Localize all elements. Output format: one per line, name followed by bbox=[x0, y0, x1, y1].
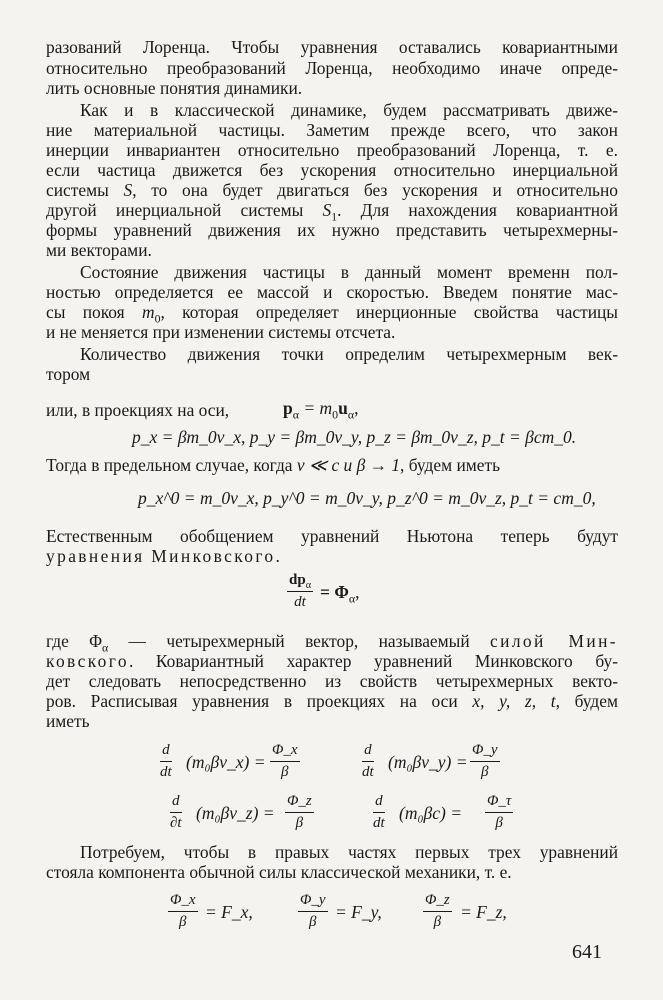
fraction bbox=[470, 742, 500, 781]
equation-part: (m₀βv_z) = bbox=[196, 803, 275, 823]
text-line: стояла компонента обычной силы классической механики, т. е. bbox=[46, 862, 512, 882]
text-fragment: сы покоя bbox=[46, 302, 142, 322]
text-line: или, в проекциях на оси, bbox=[46, 400, 230, 420]
text-fragment: другой инерциальной системы bbox=[46, 200, 323, 220]
fraction-denominator: β bbox=[281, 764, 289, 780]
text-line: лить основные понятия динамики. bbox=[46, 78, 303, 98]
fraction-denominator: ∂t bbox=[170, 815, 182, 831]
fraction bbox=[298, 892, 328, 931]
fraction bbox=[168, 892, 198, 931]
limit-condition: v ≪ c и β → 1 bbox=[296, 455, 401, 475]
text-fragment: , будем иметь bbox=[400, 455, 501, 475]
equation-projections: p_x = βm_0v_x, p_y = βm_0v_y, p_z = βm_0v_z, p_t = βcm_0. bbox=[132, 427, 577, 447]
eq-symbol: p bbox=[283, 398, 293, 418]
fraction bbox=[287, 572, 313, 611]
equation-part: (m₀βc) = bbox=[399, 803, 463, 823]
equation-part: (m₀βv_x) = bbox=[186, 752, 266, 772]
fraction-denominator: β bbox=[433, 914, 442, 930]
text-line bbox=[46, 651, 618, 671]
fraction-denominator: β bbox=[495, 815, 503, 831]
equation-limit: p_x^0 = m_0v_x, p_y^0 = m_0v_y, p_z^0 = m_0v_z, p_t = cm_0, bbox=[138, 488, 596, 508]
text-line: иметь bbox=[46, 711, 90, 731]
symbol-subscript: 1 bbox=[331, 209, 338, 224]
text-line bbox=[46, 200, 618, 224]
fraction-denominator: dt bbox=[362, 764, 374, 780]
text-fragment: , то она будет двигаться без ускорения и относительно bbox=[132, 180, 618, 200]
fraction-numerator: Φ_z bbox=[423, 892, 452, 912]
eq-symbol: , bbox=[354, 398, 359, 418]
fraction-numerator: Φ_τ bbox=[485, 793, 513, 813]
text-fragment: , будем bbox=[555, 691, 618, 711]
eq-symbol: = Φ bbox=[320, 582, 349, 602]
fraction bbox=[485, 793, 513, 832]
eq-subscript: α bbox=[348, 591, 356, 606]
fraction-numerator: Φ_y bbox=[298, 892, 328, 912]
text-fragment: Тогда в предельном случае, когда bbox=[46, 455, 297, 475]
text-fragment: — четырехмерный вектор, называемый bbox=[108, 631, 491, 651]
text-fragment: где bbox=[46, 631, 90, 651]
text-line: Потребуем, чтобы в правых частях первых трех уравнений bbox=[80, 842, 618, 862]
text-line: инерции инвариантен относительно преобразований Лоренца, т. е. bbox=[46, 140, 618, 160]
text-line: относительно преобразований Лоренца, необходимо иначе опреде- bbox=[46, 58, 618, 78]
eq-subscript: α bbox=[305, 580, 312, 591]
fraction bbox=[373, 793, 385, 832]
text-line: Как и в классической динамике, будем рассматривать движе- bbox=[80, 100, 618, 120]
fraction bbox=[170, 793, 182, 832]
text-line: ми векторами. bbox=[46, 240, 152, 260]
symbol-phi: Φ bbox=[89, 631, 102, 651]
symbol-S: S bbox=[123, 180, 133, 200]
text-line bbox=[46, 180, 618, 200]
text-line: разований Лоренца. Чтобы уравнения оставались ковариантными bbox=[46, 37, 618, 57]
fraction bbox=[362, 742, 374, 781]
equation-part: = F_z, bbox=[460, 902, 507, 922]
text-fragment: системы bbox=[46, 180, 124, 200]
fraction-denominator: dt bbox=[160, 764, 172, 780]
equation-part: (m₀βv_y) = bbox=[388, 752, 468, 772]
text-line: ние материальной частицы. Заметим прежде всего, что закон bbox=[46, 120, 618, 140]
fraction-numerator: d bbox=[170, 793, 182, 813]
fraction bbox=[423, 892, 452, 931]
fraction-denominator: dt bbox=[294, 594, 306, 610]
fraction-denominator: β bbox=[179, 914, 187, 930]
eq-symbol: u bbox=[338, 398, 348, 418]
symbol-S1: S bbox=[322, 200, 332, 220]
text-line: формы уравнений движения их нужно представить четырехмерны- bbox=[46, 220, 618, 240]
fraction-numerator: d bbox=[160, 742, 172, 762]
text-fragment: ров. Расписывая уравнения в проекциях на оси bbox=[46, 691, 473, 711]
symbol-subscript: α bbox=[101, 640, 109, 655]
text-line: ностью определяется ее массой и скоростью. Введем понятие мас- bbox=[46, 282, 618, 302]
equation-part: = F_y, bbox=[335, 902, 382, 922]
text-fragment-spaced: силой Мин- bbox=[490, 631, 618, 651]
axes-list: x, y, z, t bbox=[472, 691, 556, 711]
equation-minkowski bbox=[320, 582, 360, 606]
fraction-denominator: dt bbox=[373, 815, 385, 831]
text-line: и не меняется при изменении системы отсчета. bbox=[46, 322, 396, 342]
fraction bbox=[285, 793, 314, 832]
equation-part: = F_x, bbox=[205, 902, 253, 922]
text-fragment: . Для нахождения ковариантной bbox=[337, 200, 618, 220]
text-line: дет следовать непосредственно из свойств четырехмерных векто- bbox=[46, 671, 618, 691]
text-line bbox=[46, 302, 618, 326]
fraction-numerator: Φ_x bbox=[270, 742, 300, 762]
fraction-numerator: Φ_x bbox=[168, 892, 198, 912]
text-fragment: . Ковариантный характер уравнений Минковского бу- bbox=[128, 651, 618, 671]
fraction-denominator: β bbox=[481, 764, 489, 780]
text-line bbox=[46, 631, 618, 655]
fraction-denominator: β bbox=[309, 914, 317, 930]
text-line: если частица движется без ускорения относительно инерциальной bbox=[46, 160, 618, 180]
fraction bbox=[270, 742, 300, 781]
fraction bbox=[160, 742, 172, 781]
text-line: Состояние движения частицы в данный момент временн пол- bbox=[80, 262, 618, 282]
eq-subscript: 0 bbox=[332, 407, 339, 422]
fraction-numerator: Φ_y bbox=[470, 742, 500, 762]
text-line: Количество движения точки определим четырехмерным век- bbox=[80, 344, 618, 364]
fraction-numerator: d bbox=[373, 793, 385, 813]
fraction-denominator: β bbox=[295, 815, 304, 831]
symbol-m0: m bbox=[142, 302, 155, 322]
fraction-numerator: Φ_z bbox=[285, 793, 314, 813]
text-line: уравнения Минковского. bbox=[46, 546, 283, 566]
eq-symbol: , bbox=[355, 582, 360, 602]
fraction-numerator bbox=[287, 572, 313, 592]
fraction-numerator: d bbox=[362, 742, 374, 762]
text-line bbox=[46, 691, 618, 711]
eq-symbol: = m bbox=[298, 398, 333, 418]
symbol-subscript: 0 bbox=[154, 311, 161, 326]
text-line: Естественным обобщением уравнений Ньютона теперь будут bbox=[46, 526, 618, 546]
page-number: 641 bbox=[572, 941, 602, 963]
eq-subscript: α bbox=[347, 407, 355, 422]
text-fragment: , которая определяет инерционные свойства частицы bbox=[160, 302, 618, 322]
text-line bbox=[46, 455, 618, 475]
text-line: тором bbox=[46, 364, 91, 384]
eq-symbol: dp bbox=[289, 572, 306, 588]
eq-subscript: α bbox=[292, 407, 299, 422]
text-fragment-spaced: ковского bbox=[46, 651, 129, 671]
